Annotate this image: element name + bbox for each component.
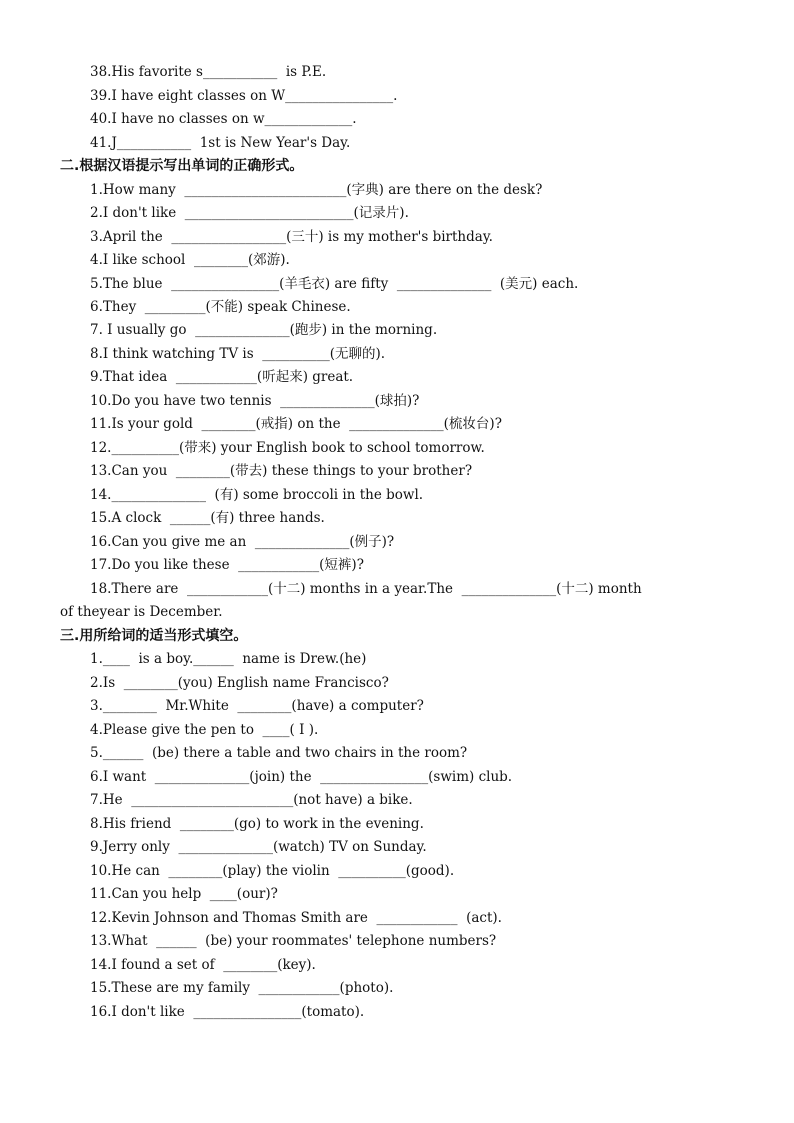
question-38: 38.His favorite s___________ is P.E. <box>90 64 327 80</box>
part2-question-15: 15.A clock ______(有) three hands. <box>90 510 325 526</box>
part3-question-4: 4.Please give the pen to ____( I ). <box>90 722 319 738</box>
part2-question-8: 8.I think watching TV is __________(无聊的). <box>90 346 386 362</box>
question-41: 41.J___________ 1st is New Year's Day. <box>90 135 351 151</box>
question-40: 40.I have no classes on w_____________. <box>90 111 357 127</box>
part3-question-14: 14.I found a set of ________(key). <box>90 957 316 973</box>
part2-question-3: 3.April the _________________(三十) is my mother's birthday. <box>90 229 493 245</box>
section-2-heading: 二.根据汉语提示写出单词的正确形式。 <box>60 158 304 174</box>
part2-question-4: 4.I like school ________(郊游). <box>90 252 290 268</box>
part3-question-10: 10.He can ________(play) the violin __________(good). <box>90 863 455 879</box>
part2-question-5: 5.The blue ________________(羊毛衣) are fifty ______________ (美元) each. <box>90 276 579 292</box>
part2-question-11: 11.Is your gold ________(戒指) on the ______________(梳妆台)? <box>90 416 502 432</box>
part2-question-7: 7. I usually go ______________(跑步) in the morning. <box>90 322 438 338</box>
part3-question-5: 5.______ (be) there a table and two chairs in the room? <box>90 745 468 761</box>
part3-question-13: 13.What ______ (be) your roommates' telephone numbers? <box>90 933 497 949</box>
part2-question-18: 18.There are ____________(十二) months in a year.The ______________(十二) month <box>90 581 642 597</box>
part3-question-9: 9.Jerry only ______________(watch) TV on Sunday. <box>90 839 427 855</box>
section-3-heading: 三.用所给词的适当形式填空。 <box>60 628 248 644</box>
part3-question-1: 1.____ is a boy.______ name is Drew.(he) <box>90 651 367 667</box>
part2-question-6: 6.They _________(不能) speak Chinese. <box>90 299 351 315</box>
part3-question-8: 8.His friend ________(go) to work in the evening. <box>90 816 424 832</box>
part3-question-16: 16.I don't like ________________(tomato). <box>90 1004 365 1020</box>
part2-question-2: 2.I don't like _________________________(记录片). <box>90 205 409 221</box>
part2-question-18-continuation: of theyear is December. <box>60 604 223 620</box>
part3-question-11: 11.Can you help ____(our)? <box>90 886 278 902</box>
part3-question-6: 6.I want ______________(join) the ________________(swim) club. <box>90 769 513 785</box>
part2-question-13: 13.Can you ________(带去) these things to your brother? <box>90 463 473 479</box>
part3-question-3: 3.________ Mr.White ________(have) a computer? <box>90 698 424 714</box>
part2-question-12: 12.__________(带来) your English book to school tomorrow. <box>90 440 485 456</box>
part3-question-12: 12.Kevin Johnson and Thomas Smith are ____________ (act). <box>90 910 502 926</box>
part2-question-17: 17.Do you like these ____________(短裤)? <box>90 557 364 573</box>
part3-question-7: 7.He ________________________(not have) a bike. <box>90 792 413 808</box>
part3-question-2: 2.Is ________(you) English name Francisco? <box>90 675 389 691</box>
part2-question-10: 10.Do you have two tennis ______________(球拍)? <box>90 393 420 409</box>
part2-question-16: 16.Can you give me an ______________(例子)? <box>90 534 395 550</box>
part2-question-1: 1.How many ________________________(字典) are there on the desk? <box>90 182 543 198</box>
part2-question-9: 9.That idea ____________(听起来) great. <box>90 369 354 385</box>
question-39: 39.I have eight classes on W________________. <box>90 88 398 104</box>
part3-question-15: 15.These are my family ____________(photo). <box>90 980 394 996</box>
part2-question-14: 14.______________ (有) some broccoli in the bowl. <box>90 487 424 503</box>
